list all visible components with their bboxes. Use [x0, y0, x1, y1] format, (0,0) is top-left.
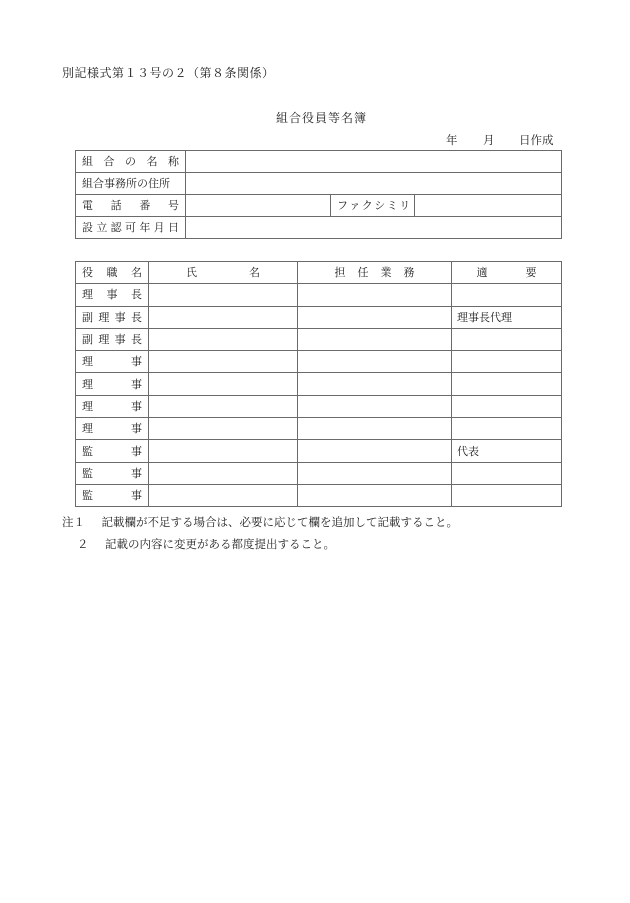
table-row: [76, 284, 562, 306]
name-field[interactable]: [149, 306, 298, 328]
header-duties: [298, 262, 452, 284]
role-char: 監: [82, 466, 93, 480]
label-char: 日: [167, 221, 179, 234]
header-char: 役: [82, 266, 93, 280]
header-remarks: [452, 262, 562, 284]
note-number: ２: [77, 537, 89, 551]
role-char: 理: [98, 333, 110, 347]
duty-field[interactable]: [298, 351, 452, 373]
table-row: [76, 395, 562, 417]
header-char: 任: [357, 266, 369, 280]
remarks-field[interactable]: [452, 418, 562, 440]
header-char: 業: [380, 266, 392, 280]
remarks-field[interactable]: 代表: [452, 440, 562, 462]
role-cell: [76, 373, 149, 395]
remarks-field[interactable]: [452, 395, 562, 417]
remarks-field[interactable]: [452, 351, 562, 373]
table-row: [76, 462, 562, 484]
name-field[interactable]: [149, 395, 298, 417]
role-char: 事: [131, 399, 142, 413]
role-char: 事: [131, 355, 142, 369]
note-item: [62, 511, 458, 533]
role-char: 監: [82, 489, 93, 503]
label-char: の: [125, 155, 136, 168]
label-char: 話: [110, 199, 122, 212]
form-reference: 別記様式第１３号の２（第８条関係）: [62, 66, 275, 80]
label-char: 合: [103, 155, 115, 168]
office-address-field[interactable]: [186, 173, 562, 195]
name-field[interactable]: [149, 418, 298, 440]
table-row: [76, 373, 562, 395]
date-month-label: 月: [483, 133, 495, 147]
role-char: 長: [131, 288, 142, 302]
note-text: 記載の内容に変更がある都度提出すること。: [105, 537, 335, 551]
role-char: 事: [131, 444, 142, 458]
role-char: 理: [82, 399, 93, 413]
header-position: [76, 262, 149, 284]
label-char: 月: [153, 221, 165, 234]
table-row: [76, 440, 562, 462]
duty-field[interactable]: [298, 284, 452, 306]
label-char: 立: [96, 221, 108, 234]
duty-field[interactable]: [298, 418, 452, 440]
label-char: 番: [139, 199, 151, 212]
role-cell: [76, 418, 149, 440]
officer-table-header: [76, 262, 562, 284]
info-row-established: [76, 217, 562, 239]
role-char: 副: [82, 333, 93, 347]
facsimile-field[interactable]: [415, 195, 562, 217]
role-char: 事: [131, 489, 142, 503]
date-year-label: 年: [446, 133, 458, 147]
header-char: 職: [106, 266, 118, 280]
role-cell: [76, 484, 149, 506]
notes-section: [62, 511, 458, 555]
date-day-created-label: 日作成: [519, 133, 554, 147]
name-field[interactable]: [149, 462, 298, 484]
table-row: [76, 351, 562, 373]
label-char: 可: [124, 221, 136, 234]
association-name-field[interactable]: [186, 151, 562, 173]
label-establishment-date: [76, 217, 186, 239]
role-char: 理: [82, 377, 93, 391]
remarks-field[interactable]: [452, 462, 562, 484]
document-title: 組合役員等名簿: [276, 111, 368, 125]
role-char: 事: [131, 377, 142, 391]
info-row-phone: [76, 195, 562, 217]
table-row: [76, 328, 562, 350]
role-cell: [76, 328, 149, 350]
duty-field[interactable]: [298, 484, 452, 506]
header-char: 適: [476, 266, 488, 280]
info-row-address: [76, 173, 562, 195]
table-row: [76, 418, 562, 440]
label-char: 設: [82, 221, 93, 234]
name-field[interactable]: [149, 373, 298, 395]
remarks-field[interactable]: [452, 328, 562, 350]
label-facsimile: ファクシミリ: [331, 195, 415, 217]
label-office-address: 組合事務所の住所: [76, 173, 186, 195]
name-field[interactable]: [149, 328, 298, 350]
header-char: 担: [334, 266, 346, 280]
remarks-field[interactable]: [452, 373, 562, 395]
note-item: [62, 533, 458, 555]
remarks-field[interactable]: [452, 484, 562, 506]
note-prefix: 注: [62, 515, 74, 529]
label-phone-number: [76, 195, 186, 217]
duty-field[interactable]: [298, 306, 452, 328]
role-char: 理: [82, 422, 93, 436]
role-cell: [76, 306, 149, 328]
role-char: 事: [114, 333, 126, 347]
label-char: 名: [146, 155, 158, 168]
role-cell: [76, 462, 149, 484]
duty-field[interactable]: [298, 328, 452, 350]
name-field[interactable]: [149, 351, 298, 373]
establishment-date-field[interactable]: [186, 217, 562, 239]
role-char: 長: [130, 310, 142, 324]
remarks-field[interactable]: [452, 284, 562, 306]
duty-field[interactable]: [298, 462, 452, 484]
note-text: 記載欄が不足する場合は、必要に応じて欄を追加して記載すること。: [101, 515, 458, 529]
label-association-name: [76, 151, 186, 173]
label-char: 称: [168, 155, 179, 168]
role-char: 理: [82, 288, 93, 302]
label-char: 号: [167, 199, 179, 212]
header-char: 氏: [186, 266, 197, 280]
role-char: 理: [98, 310, 110, 324]
role-char: 事: [106, 288, 118, 302]
phone-number-field[interactable]: [186, 195, 331, 217]
info-row-name: [76, 151, 562, 173]
role-char: 事: [114, 310, 126, 324]
header-name: [149, 262, 298, 284]
remarks-field[interactable]: 理事長代理: [452, 306, 562, 328]
note-number: １: [73, 515, 85, 529]
role-cell: [76, 440, 149, 462]
header-char: 名: [131, 266, 142, 280]
role-char: 副: [82, 310, 93, 324]
association-info-table: [75, 150, 562, 239]
header-char: 要: [525, 266, 537, 280]
label-char: 年: [139, 221, 151, 234]
role-char: 監: [82, 444, 93, 458]
duty-field[interactable]: [298, 440, 452, 462]
role-char: 理: [82, 355, 93, 369]
label-char: 認: [110, 221, 122, 234]
role-char: 長: [130, 333, 142, 347]
officer-table: [75, 261, 562, 507]
role-char: 事: [131, 422, 142, 436]
role-cell: [76, 351, 149, 373]
role-cell: [76, 395, 149, 417]
name-field[interactable]: [149, 440, 298, 462]
label-char: 組: [82, 155, 93, 168]
table-row: [76, 306, 562, 328]
name-field[interactable]: [149, 284, 298, 306]
table-row: [76, 484, 562, 506]
role-cell: [76, 284, 149, 306]
role-char: 事: [131, 466, 142, 480]
label-char: 電: [82, 199, 93, 212]
duty-field[interactable]: [298, 395, 452, 417]
header-char: 務: [403, 266, 415, 280]
duty-field[interactable]: [298, 373, 452, 395]
name-field[interactable]: [149, 484, 298, 506]
header-char: 名: [249, 266, 260, 280]
